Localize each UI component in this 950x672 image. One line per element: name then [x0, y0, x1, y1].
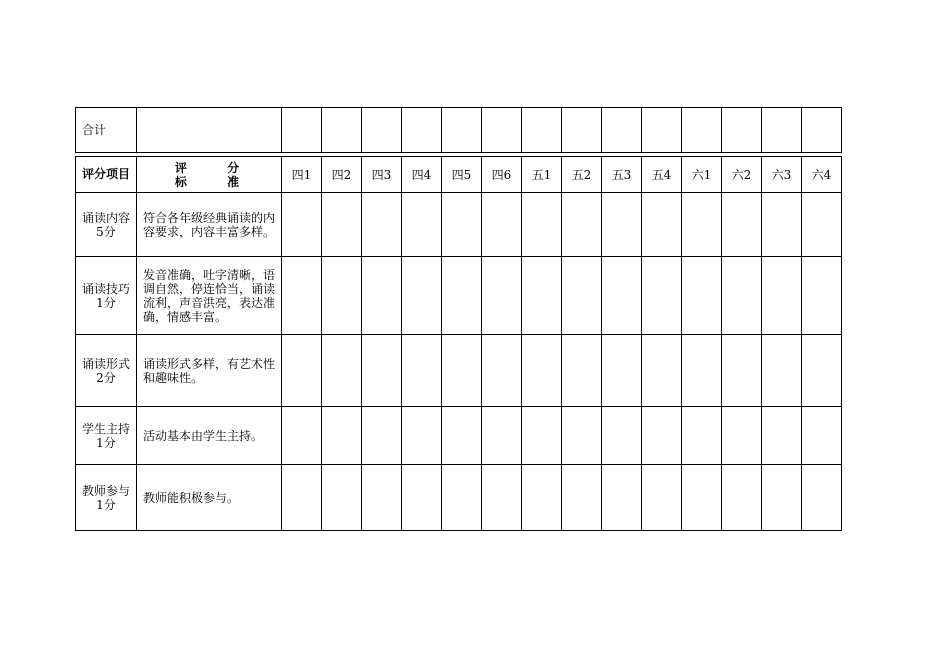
score-cell [762, 257, 802, 335]
score-cell [362, 465, 402, 531]
score-cell [282, 465, 322, 531]
score-cell [642, 407, 682, 465]
score-cell [282, 193, 322, 257]
score-cell [282, 407, 322, 465]
score-cell [322, 407, 362, 465]
header-class: 四3 [362, 157, 402, 193]
score-cell [682, 407, 722, 465]
score-cell [722, 257, 762, 335]
score-cell [402, 407, 442, 465]
criteria-standard: 发音准确，吐字清晰，语调自然，停连恰当，诵读流利，声音洪亮，表达准确，情感丰富。 [137, 257, 282, 335]
score-cell [802, 407, 842, 465]
total-cell [282, 108, 322, 153]
score-cell [642, 335, 682, 407]
score-cell [282, 257, 322, 335]
score-cell [642, 193, 682, 257]
criteria-item: 诵读形式2分 [76, 335, 137, 407]
criteria-standard: 诵读形式多样，有艺术性和趣味性。 [137, 335, 282, 407]
header-class: 四6 [482, 157, 522, 193]
score-cell [762, 407, 802, 465]
header-class: 六1 [682, 157, 722, 193]
score-cell [722, 407, 762, 465]
criteria-standard: 活动基本由学生主持。 [137, 407, 282, 465]
score-cell [602, 335, 642, 407]
score-cell [722, 335, 762, 407]
score-cell [802, 465, 842, 531]
total-cell [482, 108, 522, 153]
score-cell [602, 407, 642, 465]
score-cell [362, 407, 402, 465]
score-cell [522, 465, 562, 531]
header-class: 六4 [802, 157, 842, 193]
score-cell [522, 257, 562, 335]
score-cell [802, 193, 842, 257]
score-cell [562, 407, 602, 465]
score-cell [322, 257, 362, 335]
score-cell [282, 335, 322, 407]
score-cell [682, 193, 722, 257]
score-cell [442, 257, 482, 335]
total-cell [802, 108, 842, 153]
total-cell [722, 108, 762, 153]
score-cell [682, 335, 722, 407]
score-cell [522, 193, 562, 257]
header-item: 评分项目 [76, 157, 137, 193]
score-cell [402, 335, 442, 407]
criteria-row [76, 407, 842, 465]
score-cell [602, 257, 642, 335]
total-cell [762, 108, 802, 153]
score-cell [482, 465, 522, 531]
score-cell [482, 335, 522, 407]
score-cell [642, 257, 682, 335]
score-cell [362, 335, 402, 407]
score-cell [642, 465, 682, 531]
score-cell [482, 407, 522, 465]
criteria-item: 诵读技巧1分 [76, 257, 137, 335]
criteria-row [76, 257, 842, 335]
score-cell [762, 193, 802, 257]
header-class: 四2 [322, 157, 362, 193]
score-cell [522, 335, 562, 407]
criteria-item: 诵读内容5分 [76, 193, 137, 257]
header-class: 四5 [442, 157, 482, 193]
total-cell [137, 108, 282, 153]
score-cell [442, 407, 482, 465]
total-row [76, 108, 842, 153]
score-cell [562, 257, 602, 335]
score-cell [762, 465, 802, 531]
score-cell [402, 257, 442, 335]
header-class: 五3 [602, 157, 642, 193]
score-cell [562, 193, 602, 257]
score-cell [322, 335, 362, 407]
score-cell [482, 257, 522, 335]
score-cell [442, 465, 482, 531]
score-cell [482, 193, 522, 257]
total-cell [522, 108, 562, 153]
criteria-item: 学生主持1分 [76, 407, 137, 465]
header-class: 五1 [522, 157, 562, 193]
score-cell [402, 193, 442, 257]
score-cell [402, 465, 442, 531]
scoring-table [75, 107, 842, 531]
total-label: 合计 [76, 108, 137, 153]
header-class: 六3 [762, 157, 802, 193]
total-cell [442, 108, 482, 153]
score-cell [322, 465, 362, 531]
total-cell [562, 108, 602, 153]
total-cell [322, 108, 362, 153]
header-class: 四1 [282, 157, 322, 193]
score-cell [322, 193, 362, 257]
score-cell [602, 465, 642, 531]
total-cell [682, 108, 722, 153]
criteria-row [76, 335, 842, 407]
score-cell [562, 335, 602, 407]
score-cell [442, 193, 482, 257]
total-cell [402, 108, 442, 153]
criteria-item: 教师参与1分 [76, 465, 137, 531]
header-row [76, 157, 842, 193]
header-standard: 评 分 标 准 [137, 157, 282, 193]
score-cell [682, 465, 722, 531]
score-cell [682, 257, 722, 335]
score-cell [602, 193, 642, 257]
score-cell [362, 193, 402, 257]
score-cell [762, 335, 802, 407]
criteria-standard: 教师能积极参与。 [137, 465, 282, 531]
score-cell [562, 465, 602, 531]
total-cell [362, 108, 402, 153]
header-class: 五4 [642, 157, 682, 193]
criteria-row [76, 193, 842, 257]
score-cell [362, 257, 402, 335]
header-class: 五2 [562, 157, 602, 193]
total-cell [602, 108, 642, 153]
criteria-row [76, 465, 842, 531]
score-cell [802, 335, 842, 407]
header-class: 六2 [722, 157, 762, 193]
scoring-sheet [75, 107, 842, 531]
score-cell [722, 193, 762, 257]
header-class: 四4 [402, 157, 442, 193]
criteria-standard: 符合各年级经典诵读的内容要求，内容丰富多样。 [137, 193, 282, 257]
score-cell [442, 335, 482, 407]
score-cell [722, 465, 762, 531]
score-cell [802, 257, 842, 335]
total-cell [642, 108, 682, 153]
score-cell [522, 407, 562, 465]
